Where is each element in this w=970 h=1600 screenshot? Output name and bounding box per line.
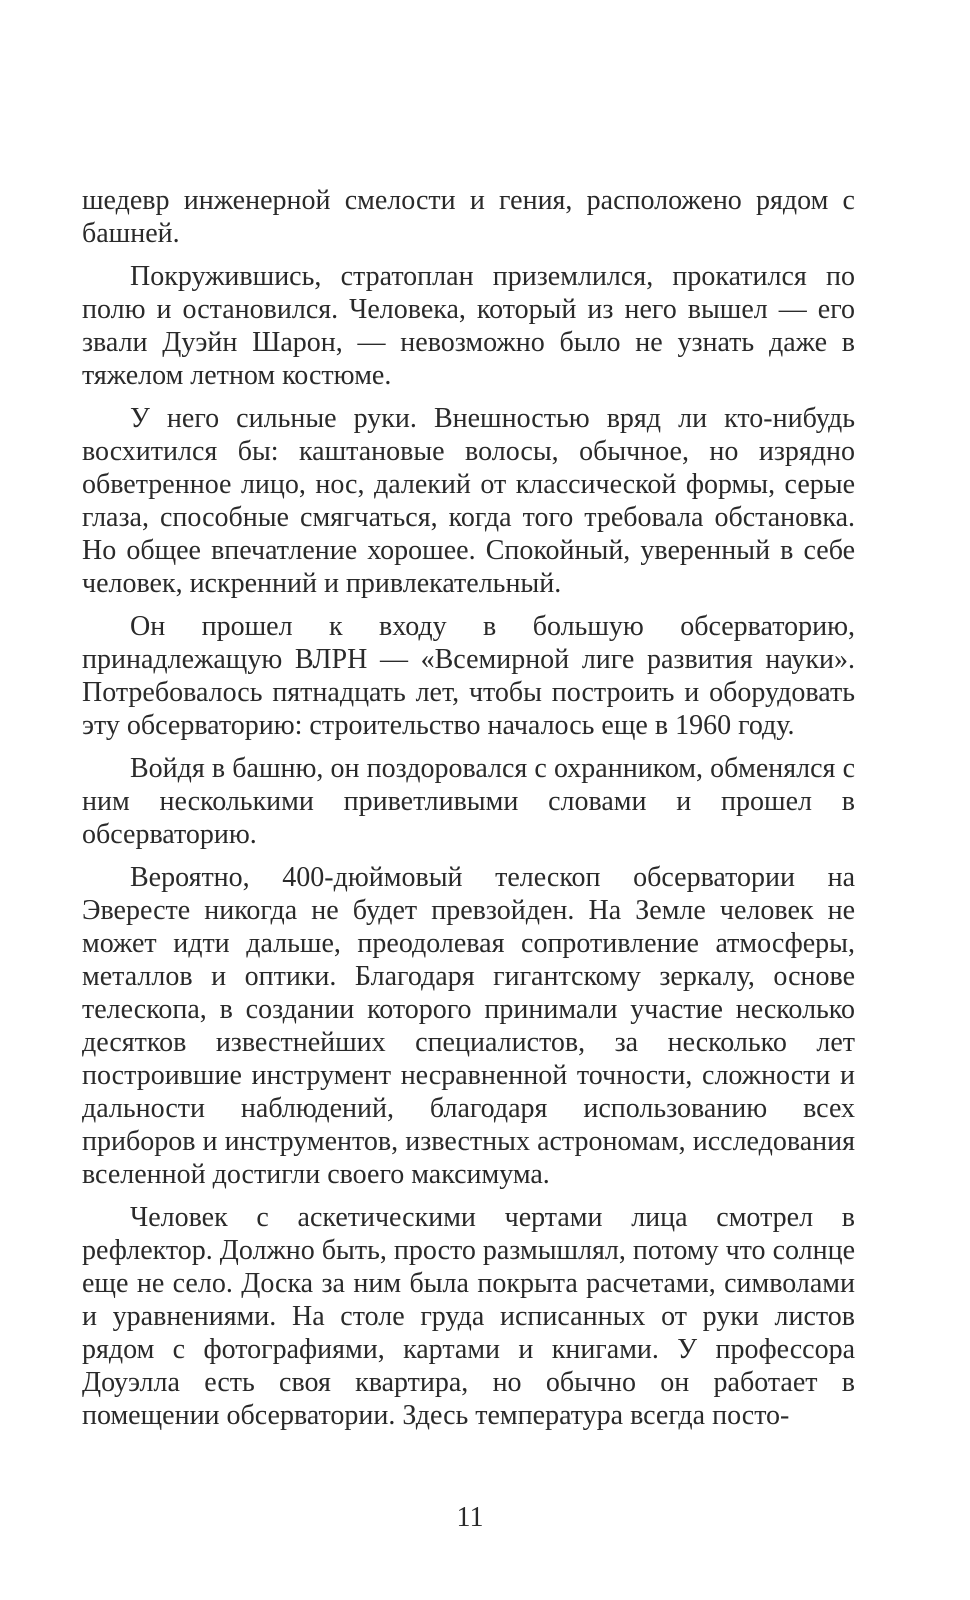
paragraph-landing: Покружившись, стратоплан приземлился, прокатился по полю и остановился. Человека, который из него вышел — его звали Дуэйн Шарон, — невозможно было не узнать даже в тяжелом летном костюме.: [82, 261, 855, 391]
paragraph-description: У него сильные руки. Внешностью вряд ли кто-нибудь восхитился бы: каштановые волосы, обычное, но изрядно обветренное лицо, нос, далекий от классической формы, серые глаза, способные смягчаться, когда того требовала обстановка. Но общее впечатление хорошее. Спокойный, уверенный в себе человек, искренний и привлекательный.: [82, 403, 855, 599]
paragraph-tower: Войдя в башню, он поздоровался с охранником, обменялся с ним несколькими приветливыми словами и прошел в обсерваторию.: [82, 753, 855, 850]
page-body: [82, 184, 855, 1432]
paragraph-continuation: шедевр инженерной смелости и гения, расположено рядом с башней.: [82, 185, 855, 249]
paragraph-observatory: Он прошел к входу в большую обсерваторию, принадлежащую ВЛРН — «Всемирной лиге развития науки». Потребовалось пятнадцать лет, чтобы построить и оборудовать эту обсерваторию: строительство началось еще в 1960 году.: [82, 611, 855, 741]
page-number: 11: [456, 1502, 484, 1533]
paragraph-professor: Человек с аскетическими чертами лица смотрел в рефлектор. Должно быть, просто размышлял, потому что солнце еще не село. Доска за ним была покрыта расчетами, символами и уравнениями. На столе груда исписанных от руки листов рядом с фотографиями, картами и книгами. У профессора Доуэлла есть своя квартира, но обычно он работает в помещении обсерватории. Здесь температура всегда посто-: [82, 1202, 855, 1431]
paragraph-telescope: Вероятно, 400-дюймовый телескоп обсерватории на Эвересте никогда не будет превзойден. На Земле человек не может идти дальше, преодолевая сопротивление атмосферы, металлов и оптики. Благодаря гигантскому зеркалу, основе телескопа, в создании которого принимали участие несколько десятков известнейших специалистов, за несколько лет построившие инструмент несравненной точности, сложности и дальности наблюдений, благодаря использованию всех приборов и инструментов, известных астрономам, исследования вселенной достигли своего максимума.: [82, 862, 855, 1190]
